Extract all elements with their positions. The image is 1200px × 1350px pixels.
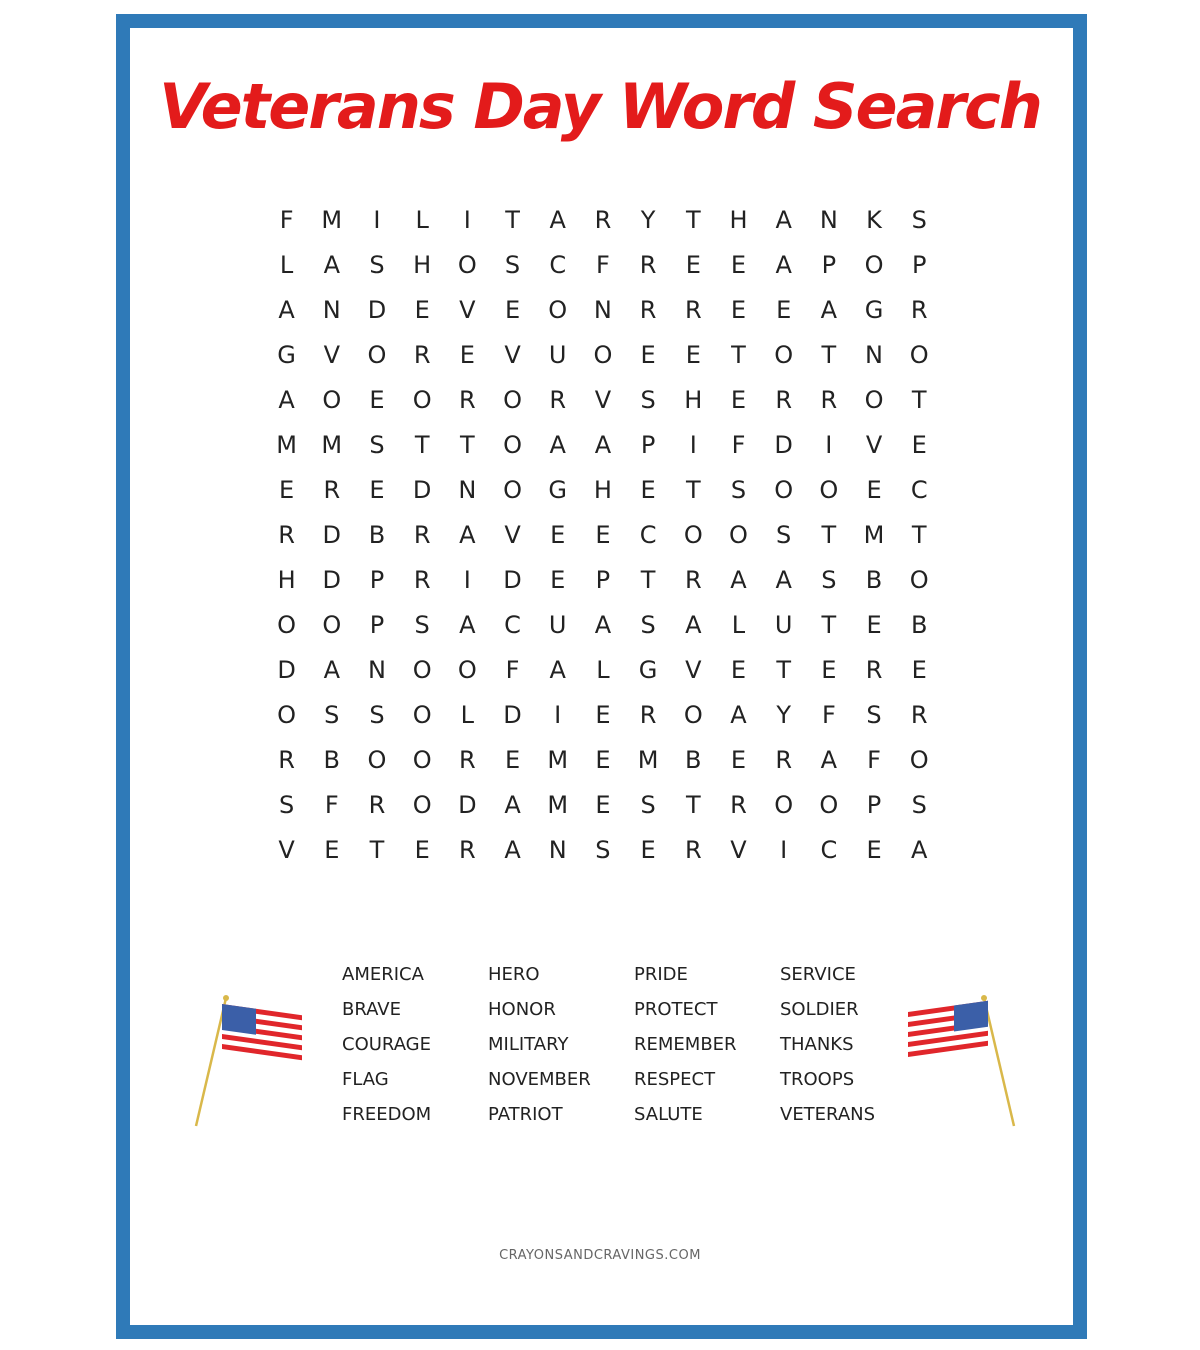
grid-letter: A: [504, 835, 521, 864]
grid-letter: E: [730, 250, 747, 279]
word-list-item: RESPECT: [634, 1069, 716, 1090]
grid-letter: O: [322, 610, 342, 639]
word-list-column: [342, 957, 488, 1132]
word-list-item: VETERANS: [780, 1104, 876, 1125]
grid-letter: O: [412, 655, 432, 684]
grid-letter: C: [639, 520, 657, 549]
grid-letter: P: [369, 565, 385, 594]
grid-letter: E: [685, 250, 701, 279]
grid-letter: O: [412, 385, 432, 414]
grid-letter: E: [550, 520, 566, 549]
grid-letter: E: [459, 340, 475, 369]
grid-letter: F: [731, 430, 746, 459]
grid-letter: R: [865, 655, 883, 684]
grid-letter: G: [277, 340, 296, 369]
grid-letter: K: [866, 205, 882, 234]
grid-letter: D: [458, 790, 477, 819]
grid-letter: T: [460, 430, 475, 459]
grid-letter: A: [594, 610, 612, 639]
word-list-item: HONOR: [488, 999, 556, 1020]
grid-letter: S: [369, 430, 385, 459]
grid-letter: U: [548, 340, 567, 369]
grid-letter: H: [593, 475, 612, 504]
grid-letter: E: [595, 790, 611, 819]
grid-letter: H: [729, 205, 748, 234]
grid-letter: O: [548, 295, 568, 324]
grid-letter: T: [685, 205, 701, 234]
grid-letter: O: [819, 790, 839, 819]
grid-letter: A: [685, 610, 702, 639]
word-list-item: PRIDE: [634, 964, 688, 985]
word-list-column: [780, 957, 926, 1132]
grid-letter: O: [909, 745, 929, 774]
grid-letter: R: [639, 295, 657, 324]
grid-letter: V: [730, 835, 747, 864]
grid-letter: R: [413, 520, 431, 549]
grid-letter: S: [595, 835, 611, 864]
grid-letter: M: [863, 520, 885, 549]
grid-letter: E: [369, 385, 385, 414]
word-list-item: SOLDIER: [780, 999, 859, 1020]
grid-letter: R: [775, 745, 792, 774]
grid-letter: A: [549, 655, 566, 684]
grid-letter: E: [369, 475, 385, 504]
grid-letter: N: [548, 835, 567, 864]
grid-letter: S: [640, 385, 656, 414]
grid-letter: T: [640, 565, 656, 594]
grid-letter: D: [774, 430, 793, 459]
grid-letter: A: [549, 205, 566, 234]
grid-letter: P: [595, 565, 611, 594]
grid-letter: M: [321, 205, 343, 234]
grid-letter: A: [278, 385, 295, 414]
grid-letter: D: [503, 565, 522, 594]
grid-letter: A: [323, 655, 340, 684]
grid-letter: R: [684, 835, 702, 864]
word-list-column: [634, 957, 780, 1132]
word-list-item: TROOPS: [780, 1069, 855, 1090]
grid-letter: O: [412, 700, 432, 729]
grid-letter: T: [776, 655, 791, 684]
grid-letter: R: [730, 790, 747, 819]
grid-letter: L: [415, 205, 429, 234]
grid-letter: P: [911, 250, 927, 279]
grid-letter: R: [910, 295, 928, 324]
grid-letter: B: [865, 565, 883, 594]
word-list-item: NOVEMBER: [488, 1069, 591, 1090]
grid-letter: O: [909, 565, 929, 594]
grid-letter: O: [593, 340, 613, 369]
grid-letter: V: [323, 340, 340, 369]
grid-letter: M: [547, 745, 569, 774]
grid-letter: T: [821, 610, 837, 639]
grid-letter: V: [459, 295, 476, 324]
grid-letter: C: [504, 610, 521, 639]
grid-letter: V: [278, 835, 295, 864]
grid-letter: R: [278, 520, 295, 549]
grid-letter: R: [459, 835, 476, 864]
grid-letter: L: [460, 700, 475, 729]
grid-letter: G: [864, 295, 884, 324]
grid-letter: E: [866, 610, 882, 639]
grid-letter: R: [684, 565, 702, 594]
grid-letter: E: [730, 655, 747, 684]
grid-letter: L: [279, 250, 294, 279]
grid-letter: D: [367, 295, 387, 324]
grid-letter: E: [911, 655, 927, 684]
grid-letter: B: [323, 745, 341, 774]
grid-letter: S: [866, 700, 882, 729]
word-list-item: BRAVE: [342, 999, 401, 1020]
grid-letter: E: [640, 340, 656, 369]
grid-letter: I: [689, 430, 697, 459]
grid-letter: A: [775, 565, 792, 594]
grid-letter: O: [367, 340, 387, 369]
grid-letter: O: [503, 475, 522, 504]
grid-letter: E: [324, 835, 340, 864]
grid-letter: E: [414, 295, 430, 324]
grid-letter: A: [594, 430, 612, 459]
grid-letter: C: [820, 835, 838, 864]
grid-letter: V: [504, 520, 521, 549]
grid-letter: O: [774, 790, 794, 819]
grid-letter: M: [637, 745, 659, 774]
grid-letter: L: [731, 610, 746, 639]
grid-letter: O: [277, 610, 297, 639]
grid-letter: E: [821, 655, 837, 684]
grid-letter: R: [368, 790, 386, 819]
grid-letter: T: [369, 835, 385, 864]
grid-letter: E: [730, 385, 747, 414]
grid-letter: I: [373, 205, 381, 234]
grid-letter: V: [685, 655, 702, 684]
grid-letter: E: [685, 340, 701, 369]
grid-letter: F: [821, 700, 836, 729]
grid-letter: M: [547, 790, 569, 819]
word-list-item: AMERICA: [342, 964, 424, 985]
grid-letter: B: [368, 520, 386, 549]
grid-letter: E: [640, 835, 656, 864]
word-list-item: HERO: [488, 964, 540, 985]
grid-letter: T: [821, 520, 837, 549]
grid-letter: E: [776, 295, 792, 324]
grid-letter: F: [505, 655, 520, 684]
grid-letter: N: [819, 205, 838, 234]
grid-letter: M: [321, 430, 343, 459]
grid-letter: R: [413, 565, 431, 594]
grid-letter: I: [825, 430, 833, 459]
grid-letter: O: [683, 520, 703, 549]
grid-letter: E: [504, 295, 521, 324]
grid-letter: N: [865, 340, 883, 369]
word-list-item: FLAG: [342, 1069, 389, 1090]
grid-letter: O: [412, 745, 432, 774]
grid-letter: B: [910, 610, 928, 639]
grid-letter: V: [865, 430, 883, 459]
word-list-item: SERVICE: [780, 964, 856, 985]
grid-letter: S: [911, 205, 927, 234]
grid-letter: R: [278, 745, 295, 774]
grid-letter: R: [775, 385, 792, 414]
grid-letter: E: [595, 520, 611, 549]
footer-url: CRAYONSANDCRAVINGS.COM: [499, 1248, 701, 1263]
grid-letter: E: [414, 835, 430, 864]
grid-letter: E: [730, 745, 747, 774]
grid-letter: A: [775, 250, 792, 279]
grid-letter: S: [278, 790, 295, 819]
grid-letter: E: [595, 745, 611, 774]
word-list-item: THANKS: [780, 1034, 854, 1055]
grid-letter: S: [640, 610, 656, 639]
grid-letter: S: [776, 520, 792, 549]
grid-letter: R: [684, 295, 702, 324]
grid-letter: A: [911, 835, 928, 864]
grid-letter: P: [640, 430, 656, 459]
grid-letter: O: [367, 745, 387, 774]
grid-letter: O: [864, 250, 884, 279]
grid-letter: E: [595, 700, 611, 729]
grid-letter: P: [866, 790, 882, 819]
grid-letter: R: [459, 385, 476, 414]
word-list: [342, 957, 926, 1132]
grid-letter: O: [277, 700, 297, 729]
grid-letter: R: [549, 385, 567, 414]
grid-letter: O: [457, 250, 477, 279]
grid-letter: R: [323, 475, 341, 504]
grid-letter: P: [821, 250, 837, 279]
grid-letter: E: [866, 475, 882, 504]
grid-letter: E: [640, 475, 656, 504]
grid-letter: O: [503, 430, 522, 459]
grid-letter: S: [730, 475, 747, 504]
grid-letter: E: [279, 475, 295, 504]
grid-letter: O: [819, 475, 839, 504]
word-list-item: SALUTE: [634, 1104, 703, 1125]
grid-letter: V: [504, 340, 521, 369]
grid-letter: N: [458, 475, 477, 504]
grid-letter: Y: [776, 700, 791, 729]
grid-letter: E: [866, 835, 882, 864]
grid-letter: E: [911, 430, 927, 459]
word-list-item: PROTECT: [634, 999, 718, 1020]
grid-letter: O: [864, 385, 884, 414]
grid-letter: T: [911, 385, 927, 414]
grid-letter: F: [279, 205, 294, 234]
grid-letter: D: [322, 565, 342, 594]
grid-letter: T: [505, 205, 520, 234]
grid-letter: B: [685, 745, 702, 774]
grid-letter: O: [683, 700, 703, 729]
grid-letter: D: [412, 475, 432, 504]
grid-letter: S: [911, 790, 927, 819]
grid-letter: R: [594, 205, 612, 234]
grid-letter: S: [369, 700, 385, 729]
grid-letter: C: [549, 250, 567, 279]
grid-letter: O: [909, 340, 929, 369]
word-list-item: REMEMBER: [634, 1034, 737, 1055]
grid-letter: S: [369, 250, 385, 279]
grid-letter: O: [412, 790, 432, 819]
grid-letter: S: [504, 250, 521, 279]
word-search-grid: [264, 197, 942, 872]
grid-letter: O: [774, 340, 794, 369]
grid-letter: I: [554, 700, 562, 729]
grid-letter: T: [685, 475, 701, 504]
grid-letter: A: [549, 430, 566, 459]
grid-letter: D: [277, 655, 296, 684]
grid-letter: N: [367, 655, 386, 684]
grid-letter: T: [685, 790, 701, 819]
grid-letter: E: [730, 295, 747, 324]
word-list-column: [488, 957, 634, 1132]
grid-letter: S: [821, 565, 837, 594]
grid-letter: R: [639, 250, 657, 279]
grid-letter: R: [413, 340, 431, 369]
word-list-item: COURAGE: [342, 1034, 432, 1055]
grid-letter: O: [503, 385, 522, 414]
grid-letter: V: [594, 385, 612, 414]
grid-letter: C: [910, 475, 928, 504]
grid-letter: A: [504, 790, 521, 819]
grid-letter: I: [463, 205, 471, 234]
grid-letter: E: [504, 745, 521, 774]
word-list-item: FREEDOM: [342, 1104, 432, 1125]
grid-letter: A: [459, 520, 476, 549]
grid-letter: I: [463, 565, 471, 594]
grid-letter: R: [910, 700, 928, 729]
grid-letter: P: [369, 610, 385, 639]
grid-letter: R: [459, 745, 476, 774]
grid-letter: U: [774, 610, 793, 639]
grid-letter: A: [775, 205, 792, 234]
grid-letter: A: [323, 250, 340, 279]
grid-letter: O: [774, 475, 794, 504]
grid-letter: H: [684, 385, 703, 414]
grid-letter: T: [414, 430, 430, 459]
grid-letter: T: [911, 520, 927, 549]
word-list-item: PATRIOT: [488, 1104, 563, 1125]
grid-letter: F: [324, 790, 339, 819]
page-title: Veterans Day Word Search: [159, 70, 1041, 143]
grid-letter: A: [820, 745, 838, 774]
grid-letter: S: [324, 700, 340, 729]
grid-letter: O: [322, 385, 342, 414]
grid-letter: D: [322, 520, 342, 549]
grid-letter: G: [638, 655, 658, 684]
grid-letter: G: [548, 475, 568, 504]
grid-letter: D: [503, 700, 522, 729]
grid-letter: A: [459, 610, 476, 639]
grid-letter: M: [276, 430, 297, 459]
grid-letter: T: [731, 340, 746, 369]
grid-letter: H: [277, 565, 296, 594]
grid-letter: R: [639, 700, 657, 729]
grid-letter: O: [457, 655, 477, 684]
grid-letter: A: [820, 295, 838, 324]
grid-letter: L: [596, 655, 610, 684]
grid-letter: F: [596, 250, 610, 279]
grid-letter: Y: [640, 205, 656, 234]
grid-letter: A: [278, 295, 295, 324]
grid-letter: O: [729, 520, 748, 549]
grid-letter: S: [414, 610, 430, 639]
grid-letter: H: [413, 250, 432, 279]
grid-letter: U: [548, 610, 567, 639]
grid-letter: I: [780, 835, 788, 864]
grid-letter: F: [867, 745, 881, 774]
word-list-item: MILITARY: [488, 1034, 569, 1055]
grid-letter: E: [550, 565, 566, 594]
grid-letter: A: [730, 565, 747, 594]
grid-letter: N: [322, 295, 341, 324]
grid-letter: A: [730, 700, 747, 729]
grid-letter: N: [593, 295, 612, 324]
grid-letter: T: [821, 340, 837, 369]
grid-letter: R: [820, 385, 838, 414]
american-flag-icon: [190, 990, 310, 1130]
grid-letter: S: [640, 790, 656, 819]
